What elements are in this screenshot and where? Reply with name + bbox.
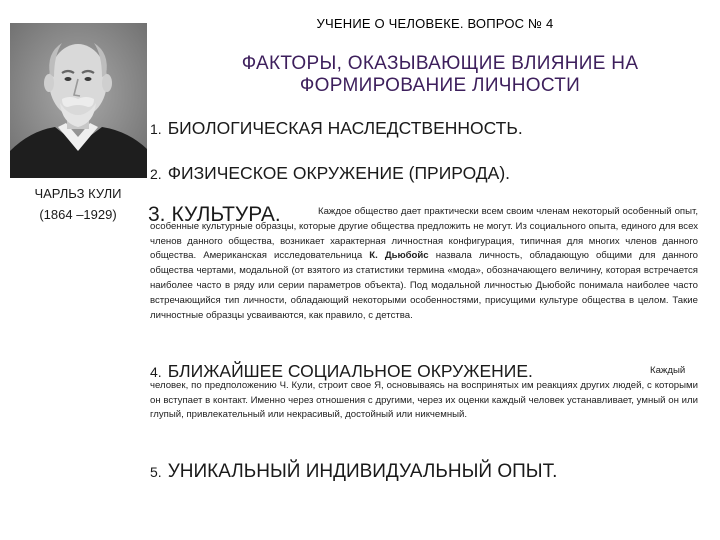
factor-number-2: 2. [150,166,162,182]
slide-title [200,53,680,97]
header-title: УЧЕНИЕ О ЧЕЛОВЕКЕ. ВОПРОС № 4 [316,16,554,31]
factor-3-text-part-2: назвала личность, обладающую общими для данного общества чертами, модальной (от взятого из статистики термина «мода», обозначающего величину, которая встречается наиболее часто в ряду или серии параметров объекта). Под модальной личностью Дьюбойс понимала наиболее часто встречающийся тип личности, обладающий некоторыми особенностями, присущими культуре общества в целом. Такие личностные образцы усваиваются, как правило, с детства. [150,250,698,321]
portrait-caption [8,183,148,225]
factor-3-description [150,205,698,323]
factor-number-3: 3. [148,203,166,226]
portrait-caption-name: ЧАРЛЬЗ КУЛИ [34,186,122,201]
factor-item-5 [150,461,557,483]
factor-title-1: БИОЛОГИЧЕСКАЯ НАСЛЕДСТВЕННОСТЬ. [167,118,523,138]
portrait-photo [10,23,147,178]
factor-3-author-name: К. Дьюбойс [369,250,429,262]
slide-title-line-1: ФАКТОРЫ, ОКАЗЫВАЮЩИЕ ВЛИЯНИЕ НА [241,53,639,74]
factor-title-3: КУЛЬТУРА. [171,203,281,226]
factor-item-1 [150,118,523,139]
factor-title-2: ФИЗИЧЕСКОЕ ОКРУЖЕНИЕ (ПРИРОДА). [167,163,511,183]
factor-3-text-part-1: Каждое общество дает практически всем своим членам некоторый особенный опыт, особенные культурные образцы, которые другие общества предложить не могут. Из социального опыта, единого для всех членов данного общества, возникает характерная личностная конфигурация, типичная для многих членов данного общества. Американская исследовательница [150,206,698,262]
factor-item-2 [150,163,510,184]
factor-number-5: 5. [150,464,162,480]
factor-title-5: УНИКАЛЬНЫЙ ИНДИВИДУАЛЬНЫЙ ОПЫТ. [167,461,558,482]
factor-title-4: БЛИЖАЙШЕЕ СОЦИАЛЬНОЕ ОКРУЖЕНИЕ. [167,361,533,381]
factor-number-4: 4. [150,364,162,380]
slide-title-line-2: ФОРМИРОВАНИЕ ЛИЧНОСТИ [299,75,581,96]
factor-4-description: Каждый человек, по предположению Ч. Кули, строит свое Я, основываясь на воспринятых им реакциях других людей, с которыми он вступает в контакт. Именно через отношения с другими, через их оценки каждый человек устанавливает, умный он или глупый, привлекательный или некрасивый, достойный или никчемный. [150,365,698,421]
factor-number-1: 1. [150,121,162,137]
factor-item-4 [150,361,698,423]
portrait-caption-years: (1864 –1929) [39,207,117,222]
portrait-image [10,23,147,178]
